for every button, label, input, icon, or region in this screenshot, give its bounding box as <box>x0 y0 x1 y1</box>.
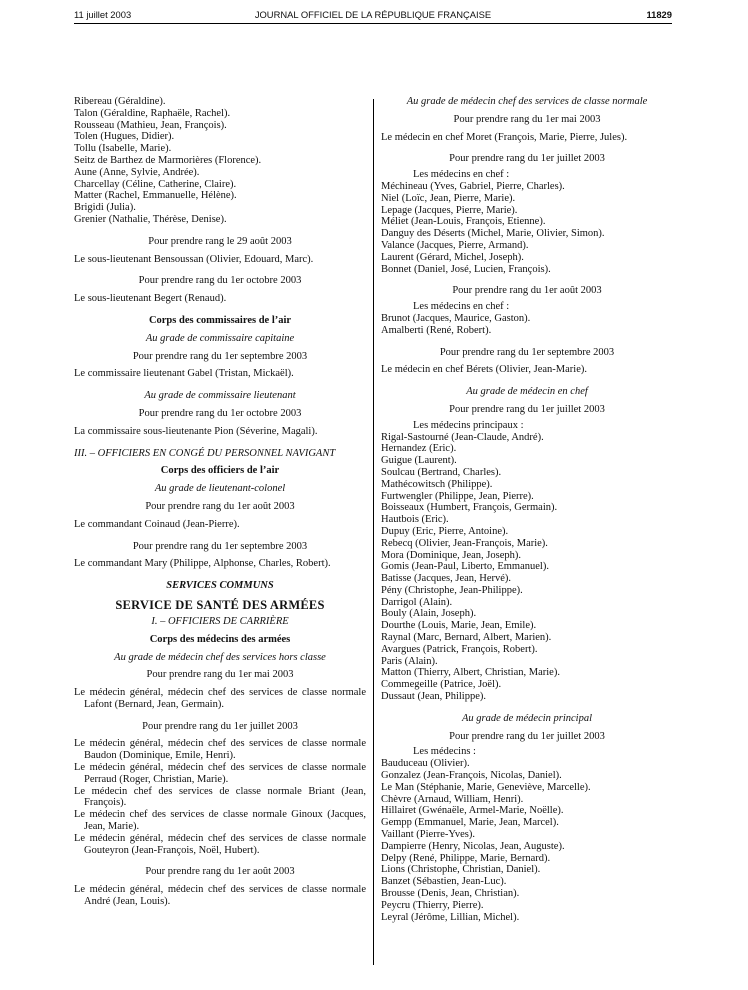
rank-date: Pour prendre rang du 1er septembre 2003 <box>439 346 615 358</box>
list-item: Darrigol (Alain). <box>381 596 453 608</box>
rank-date: Pour prendre rang du 1er août 2003 <box>452 285 602 297</box>
column-divider <box>373 99 374 965</box>
list-item: Tolen (Hugues, Didier). <box>74 131 175 143</box>
list-item: Ribereau (Géraldine). <box>74 96 166 107</box>
rank-date: Pour prendre rang du 1er mai 2003 <box>146 669 294 681</box>
list-item: Batisse (Jacques, Jean, Hervé). <box>381 573 512 585</box>
list-item: Pény (Christophe, Jean-Philippe). <box>381 584 523 596</box>
rank-date: Pour prendre rang du 1er juillet 2003 <box>142 720 298 732</box>
list-intro: Les médecins en chef : <box>413 301 510 313</box>
list-item: Paris (Alain). <box>381 655 438 667</box>
entry: Le médecin en chef Bérets (Olivier, Jean-Marie). <box>381 364 587 376</box>
list-item: Aune (Anne, Sylvie, Andrée). <box>74 166 200 178</box>
list-item: Dupuy (Eric, Pierre, Antoine). <box>381 525 509 537</box>
list-item: Chèvre (Arnaud, William, Henri). <box>381 793 524 805</box>
list-item: Rigal-Sastourné (Jean-Claude, André). <box>381 431 544 443</box>
list-item: Boisseaux (Humbert, François, Germain). <box>381 502 558 514</box>
rank-date: Pour prendre rang du 1er août 2003 <box>145 500 295 512</box>
list-intro: Les médecins principaux : <box>413 419 524 431</box>
list-item: Rousseau (Mathieu, Jean, François). <box>74 119 227 131</box>
list-item: Valance (Jacques, Pierre, Armand). <box>381 239 529 251</box>
list-item: Bonnet (Daniel, José, Lucien, François). <box>381 263 551 275</box>
rank-date: Pour prendre rang du 1er octobre 2003 <box>138 275 302 287</box>
list-item: Seitz de Barthez de Marmorières (Florence). <box>74 154 262 166</box>
list-item: Dourthe (Louis, Marie, Jean, Emile). <box>381 620 537 632</box>
services-heading: SERVICES COMMUNS <box>166 580 274 592</box>
list-item: Le médecin général, médecin chef des services de classe normale Perraud (Roger, Christian, Marie). <box>74 762 366 785</box>
service-heading: SERVICE DE SANTÉ DES ARMÉES <box>115 597 325 612</box>
list-item: Lepage (Jacques, Pierre, Marie). <box>381 204 518 216</box>
entry: Le commandant Mary (Philippe, Alphonse, Charles, Robert). <box>74 558 331 570</box>
list-item: Gempp (Emmanuel, Marie, Jean, Marcel). <box>381 817 559 829</box>
name-list <box>74 96 366 226</box>
list-item: Vaillant (Pierre-Yves). <box>381 829 475 841</box>
list-item: Furtwengler (Philippe, Jean, Pierre). <box>381 490 534 502</box>
list-item: Grenier (Nathalie, Thérèse, Denise). <box>74 213 227 225</box>
entry: Le sous-lieutenant Bensoussan (Olivier, Edouard, Marc). <box>74 253 314 265</box>
list-item: Méliet (Jean-Louis, François, Etienne). <box>381 216 546 228</box>
name-list <box>381 758 673 923</box>
entry-list <box>74 738 366 856</box>
list-intro: Les médecins en chef : <box>413 169 510 181</box>
list-item: Peycru (Thierry, Pierre). <box>381 899 484 911</box>
corps-heading: Corps des officiers de l’air <box>160 465 280 477</box>
grade-heading: Au grade de commissaire lieutenant <box>144 390 296 402</box>
list-item: Brigidi (Julia). <box>74 202 136 214</box>
header-rule <box>74 23 672 24</box>
list-item: Mora (Dominique, Jean, Joseph). <box>381 549 521 561</box>
name-list <box>381 181 673 275</box>
list-item: Le médecin général, médecin chef des services de classe normale Baudon (Dominique, Emile, Henri). <box>74 738 366 762</box>
list-item: Matter (Rachel, Emmanuelle, Hélène). <box>74 190 237 202</box>
rank-date: Pour prendre rang du 1er octobre 2003 <box>138 407 302 419</box>
list-item: Hillairet (Gwénaële, Armel-Marie, Noëlle). <box>381 805 564 817</box>
header-title: JOURNAL OFFICIEL DE LA RÉPUBLIQUE FRANÇAISE <box>254 9 492 20</box>
list-intro: Les médecins : <box>413 746 476 758</box>
list-item: Niel (Loïc, Jean, Pierre, Marie). <box>381 192 516 204</box>
rank-date: Pour prendre rang le 29 août 2003 <box>148 235 292 247</box>
rank-date: Pour prendre rang du 1er septembre 2003 <box>132 540 308 552</box>
list-item: Guigue (Laurent). <box>381 455 457 467</box>
list-item: Bauduceau (Olivier). <box>381 758 470 770</box>
rank-date: Pour prendre rang du 1er août 2003 <box>145 866 295 878</box>
list-item: Delpy (René, Philippe, Marie, Bernard). <box>381 852 551 864</box>
list-item: Raynal (Marc, Bernard, Albert, Marien). <box>381 632 552 644</box>
list-item: Banzet (Sébastien, Jean-Luc). <box>381 876 507 888</box>
corps-heading: Corps des commissaires de l’air <box>148 314 292 326</box>
entry: Le médecin général, médecin chef des services de classe normale André (Jean, Louis). <box>74 884 366 908</box>
list-item: Rebecq (Olivier, Jean-François, Marie). <box>381 537 548 549</box>
list-item: Soulcau (Bertrand, Charles). <box>381 466 502 478</box>
list-item: Avargues (Patrick, François, Robert). <box>381 643 538 655</box>
list-item: Le Man (Stéphanie, Marie, Geneviève, Marcelle). <box>381 781 591 793</box>
list-item: Dussaut (Jean, Philippe). <box>381 691 486 703</box>
left-column <box>74 96 366 908</box>
rank-date: Pour prendre rang du 1er juillet 2003 <box>449 730 605 742</box>
entry: Le commandant Coinaud (Jean-Pierre). <box>74 518 240 530</box>
list-item: Leyral (Jérôme, Lillian, Michel). <box>381 911 520 923</box>
list-item: Laurent (Gérard, Michel, Joseph). <box>381 251 524 263</box>
list-item: Bouly (Alain, Joseph). <box>381 608 477 620</box>
list-item: Charcellay (Céline, Catherine, Claire). <box>74 178 237 190</box>
name-list <box>381 432 673 703</box>
list-item: Talon (Géraldine, Raphaële, Rachel). <box>74 107 231 119</box>
list-item: Gonzalez (Jean-François, Nicolas, Daniel). <box>381 770 562 782</box>
grade-heading: Au grade de lieutenant-colonel <box>154 483 286 495</box>
list-item: Le médecin général, médecin chef des services de classe normale Gouteyron (Jean-François, Noël, Hubert). <box>74 832 366 856</box>
list-item: Amalberti (René, Robert). <box>381 324 492 336</box>
entry: Le commissaire lieutenant Gabel (Tristan, Mickaël). <box>74 368 294 380</box>
corps-heading: Corps des médecins des armées <box>149 633 291 645</box>
grade-heading: Au grade de médecin chef des services de classe normale <box>406 96 648 107</box>
entry: La commissaire sous-lieutenante Pion (Séverine, Magali). <box>74 425 318 437</box>
rank-date: Pour prendre rang du 1er mai 2003 <box>453 113 601 125</box>
list-item: Commegeille (Patrice, Joël). <box>381 679 502 691</box>
list-item: Gomis (Jean-Paul, Liberto, Emmanuel). <box>381 561 549 573</box>
rank-date: Pour prendre rang du 1er juillet 2003 <box>449 153 605 165</box>
list-item: Dampierre (Henry, Nicolas, Jean, Auguste). <box>381 840 565 852</box>
grade-heading: Au grade de médecin chef des services hors classe <box>114 651 326 663</box>
entry: Le sous-lieutenant Begert (Renaud). <box>74 293 227 305</box>
page-number: 11829 <box>646 9 672 20</box>
list-item: Méchineau (Yves, Gabriel, Pierre, Charles). <box>381 180 565 192</box>
list-item: Le médecin chef des services de classe normale Briant (Jean, François). <box>74 785 366 809</box>
list-item: Matton (Thierry, Albert, Christian, Marie). <box>381 667 560 679</box>
grade-heading: Au grade de médecin principal <box>461 712 593 724</box>
header-date: 11 juillet 2003 <box>74 9 132 20</box>
list-item: Danguy des Déserts (Michel, Marie, Olivier, Simon). <box>381 228 605 240</box>
entry: Le médecin général, médecin chef des services de classe normale Lafont (Bernard, Jean, Germain). <box>74 687 366 710</box>
rank-date: Pour prendre rang du 1er septembre 2003 <box>132 350 308 362</box>
right-column <box>381 96 673 923</box>
list-item: Tollu (Isabelle, Marie). <box>74 143 172 155</box>
list-item: Hernandez (Eric). <box>381 443 457 455</box>
list-item: Lions (Christophe, Christian, Daniel). <box>381 864 541 876</box>
list-item: Le médecin chef des services de classe normale Ginoux (Jacques, Jean, Marie). <box>74 809 366 833</box>
rank-date: Pour prendre rang du 1er juillet 2003 <box>449 403 605 415</box>
name-list <box>381 313 673 337</box>
section-heading: I. – OFFICIERS DE CARRIÈRE <box>151 615 289 627</box>
list-item: Hautbois (Eric). <box>381 514 449 526</box>
list-item: Brunot (Jacques, Maurice, Gaston). <box>381 312 531 324</box>
entry: Le médecin en chef Moret (François, Marie, Pierre, Jules). <box>381 131 628 143</box>
grade-heading: Au grade de commissaire capitaine <box>145 332 295 344</box>
grade-heading: Au grade de médecin en chef <box>466 386 588 398</box>
list-item: Mathécowitsch (Philippe). <box>381 478 493 490</box>
page-header <box>74 9 672 23</box>
section-heading: III. – OFFICIERS EN CONGÉ DU PERSONNEL NAVIGANT <box>74 447 336 459</box>
list-item: Brousse (Denis, Jean, Christian). <box>381 888 520 900</box>
